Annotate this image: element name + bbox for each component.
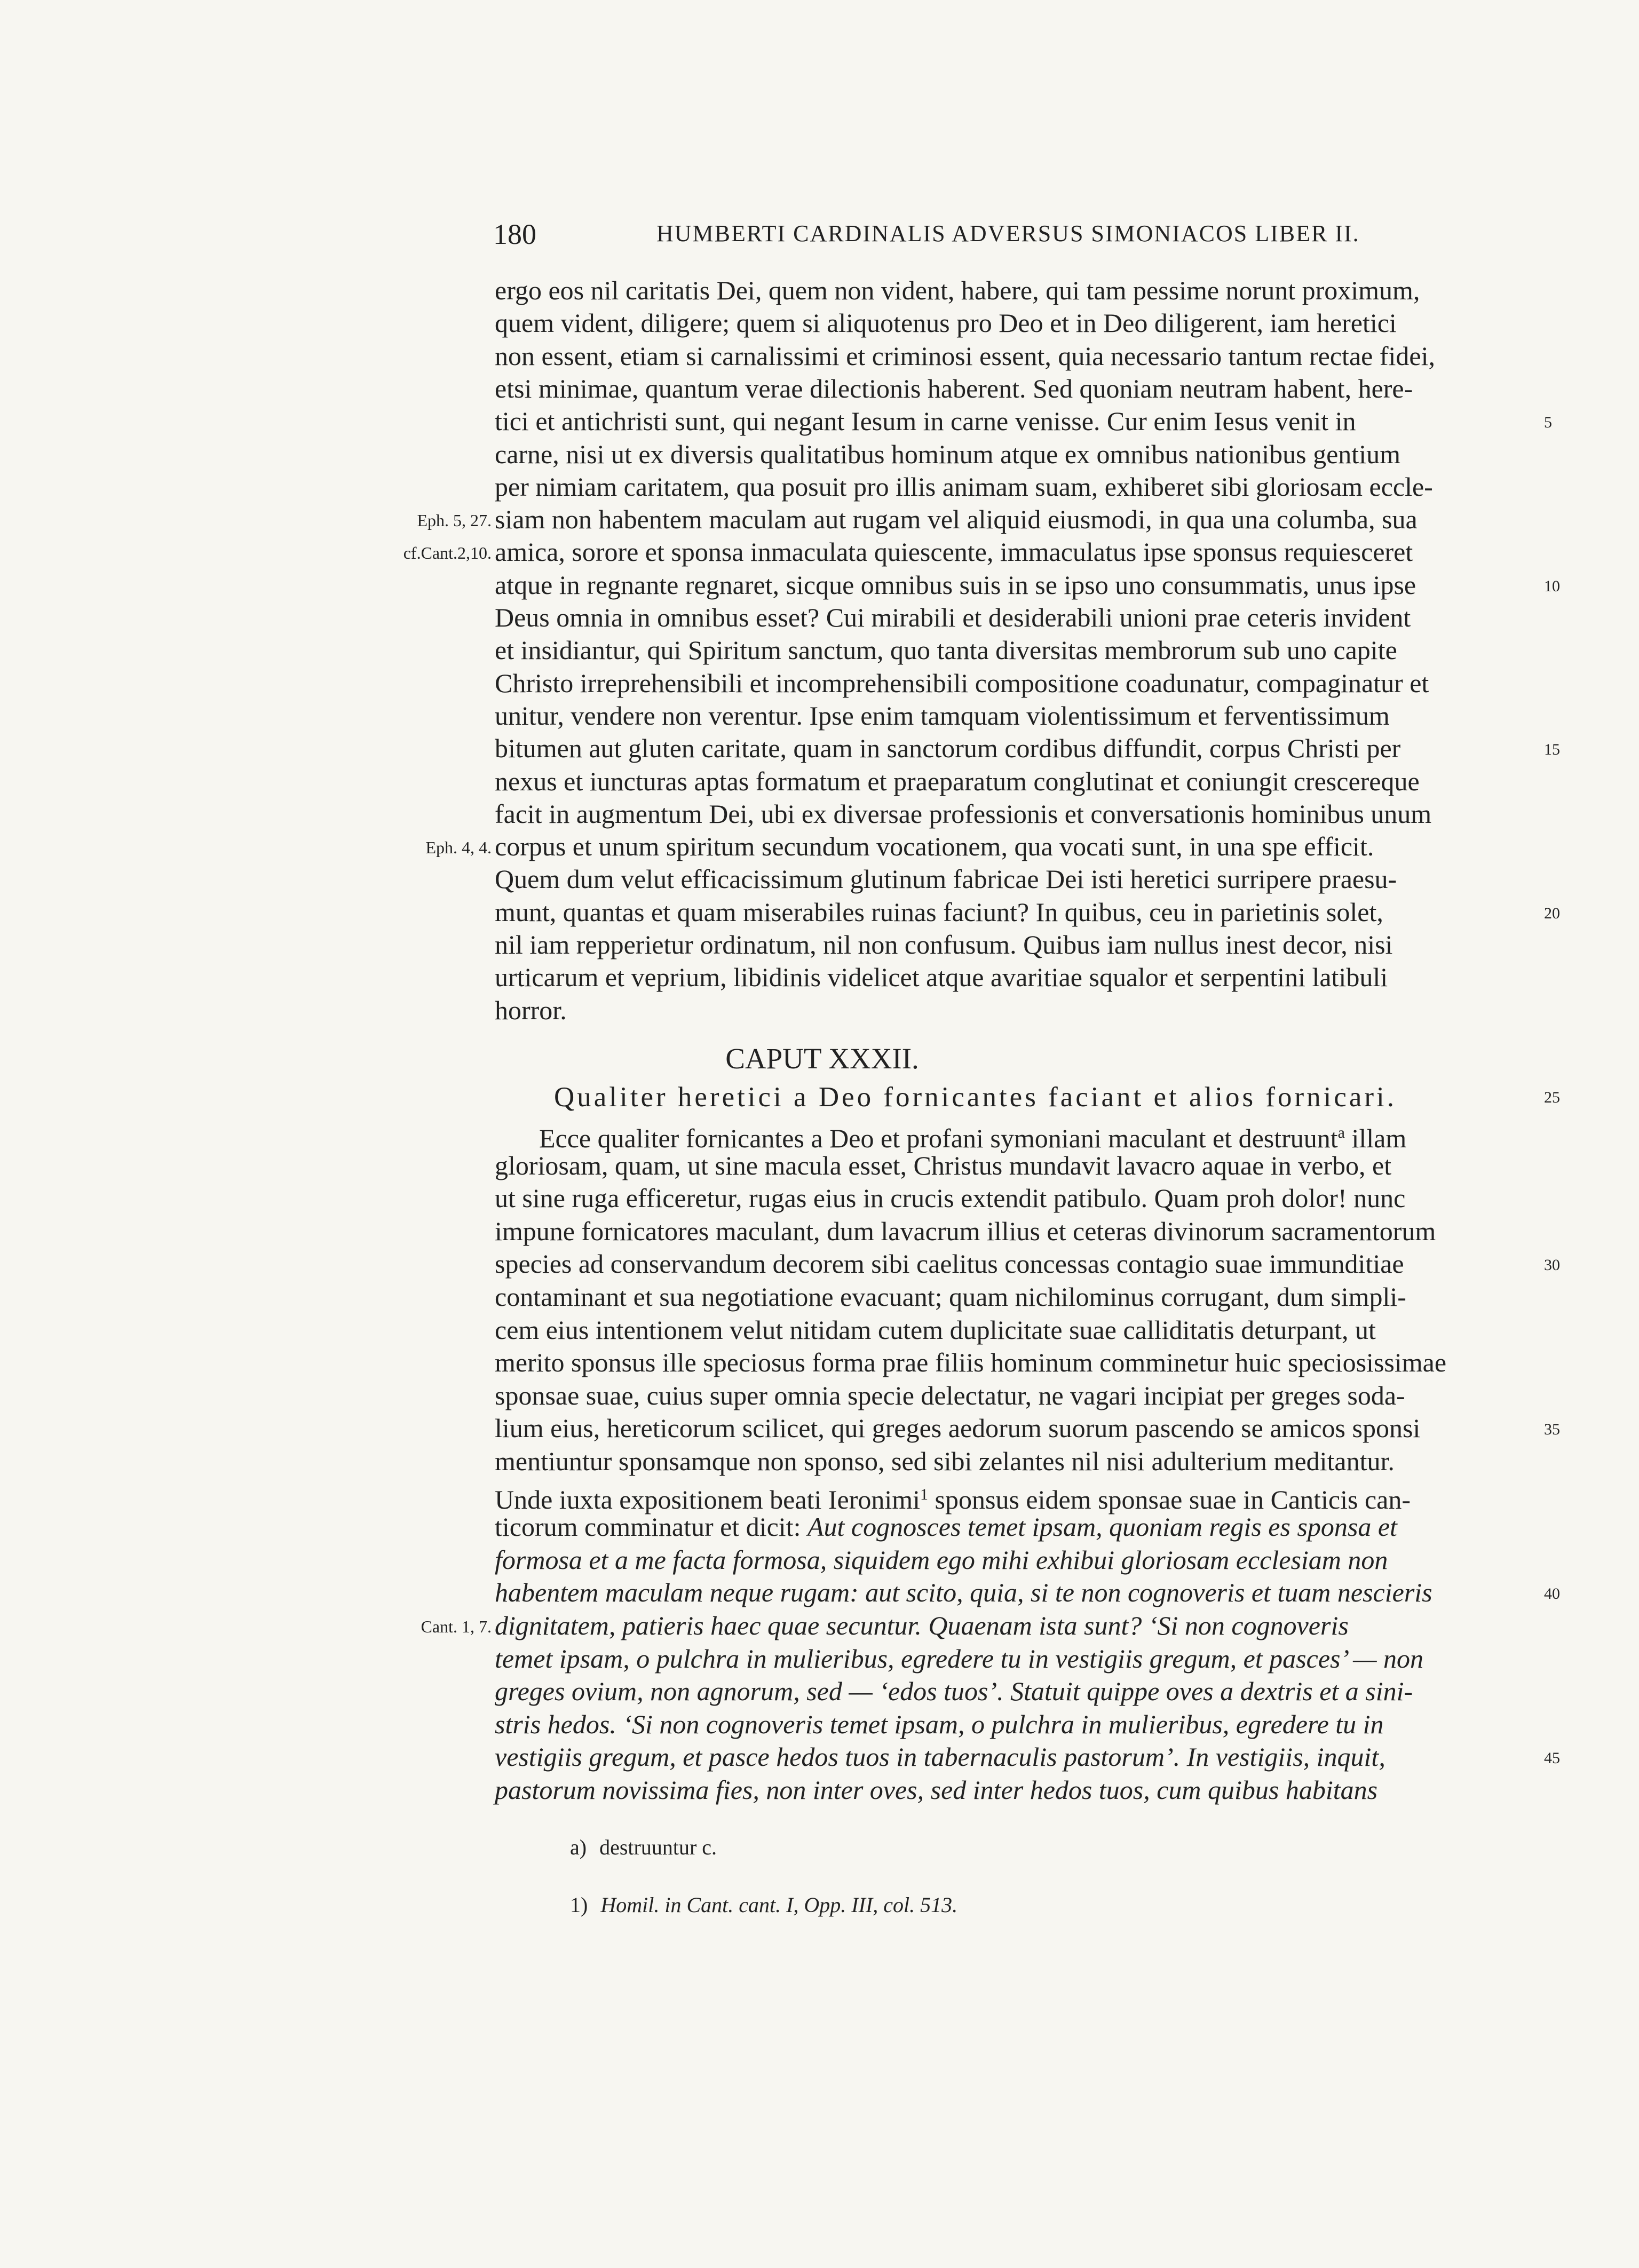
text-line bbox=[495, 1576, 1535, 1609]
line-text: merito sponsus ille speciosus forma prae filiis hominum comminetur huic speciosissimae bbox=[495, 1347, 1447, 1378]
footnote-text: Homil. in Cant. cant. I, Opp. III, col. 513. bbox=[600, 1893, 958, 1917]
text-line bbox=[495, 1511, 1535, 1543]
text-line bbox=[495, 1412, 1535, 1445]
line-text: bitumen aut gluten caritate, quam in sanctorum cordibus diffundit, corpus Christi per bbox=[495, 733, 1401, 764]
text-line bbox=[495, 307, 1535, 339]
text-line bbox=[495, 601, 1535, 634]
line-text: atque in regnante regnaret, sicque omnibus suis in se ipso uno consummatis, unus ipse bbox=[495, 569, 1416, 600]
text-line bbox=[495, 1675, 1535, 1708]
line-text: temet ipsam, o pulchra in mulieribus, egredere tu in vestigiis gregum, et pasces’ — non bbox=[495, 1643, 1424, 1674]
text-line bbox=[495, 1379, 1535, 1412]
critical-footnote bbox=[570, 1835, 717, 1860]
line-text: dignitatem, patieris haec quae secuntur. Quaenam ista sunt? ‘Si non cognoveris bbox=[495, 1611, 1349, 1640]
line-text: vestigiis gregum, et pasce hedos tuos in tabernaculis pastorum’. In vestigiis, inquit, bbox=[495, 1742, 1385, 1772]
text-line bbox=[495, 1314, 1535, 1346]
text-line bbox=[495, 1281, 1535, 1313]
footnote-ref: a bbox=[1337, 1124, 1345, 1141]
text-line bbox=[495, 1149, 1535, 1182]
line-text: unitur, vendere non verentur. Ipse enim tamquam violentissimum et ferventissimum bbox=[495, 700, 1390, 731]
text-line bbox=[495, 274, 1535, 307]
line-text-after: illam bbox=[1344, 1123, 1407, 1153]
line-text-after: sponsus eidem sponsae suae in Canticis can- bbox=[928, 1485, 1411, 1515]
text-line bbox=[495, 994, 1535, 1027]
line-text: species ad conservandum decorem sibi caelitus concessas contagio suae immunditiae bbox=[495, 1249, 1404, 1279]
text-line bbox=[495, 667, 1535, 700]
line-text: mentiuntur sponsamque non sponso, sed sibi zelantes nil nisi adulterium meditantur. bbox=[495, 1446, 1395, 1476]
text-line bbox=[495, 1609, 1535, 1642]
text-line bbox=[495, 1478, 1535, 1515]
text-line bbox=[495, 1215, 1535, 1248]
text-line bbox=[495, 1248, 1535, 1280]
line-text: lium eius, hereticorum scilicet, qui greges aedorum suorum pascendo se amicos sponsi bbox=[495, 1413, 1421, 1444]
line-text: facit in augmentum Dei, ubi ex diversae professionis et conversationis hominibus unum bbox=[495, 798, 1432, 829]
line-text: ergo eos nil caritatis Dei, quem non vident, habere, qui tam pessime norunt proximum, bbox=[495, 275, 1420, 305]
text-line bbox=[495, 700, 1535, 732]
text-line bbox=[495, 1774, 1535, 1806]
line-text: siam non habentem maculam aut rugam vel aliquid eiusmodi, in qua una columba, sua bbox=[495, 504, 1418, 535]
page-number: 180 bbox=[493, 218, 536, 250]
margin-reference: Eph. 4, 4. bbox=[425, 838, 492, 858]
text-line bbox=[495, 536, 1535, 568]
text-line bbox=[495, 405, 1535, 438]
line-text: et insidiantur, qui Spiritum sanctum, quo tanta diversitas membrorum sub uno capite bbox=[495, 635, 1397, 665]
line-text: horror. bbox=[495, 995, 567, 1025]
text-line bbox=[495, 1544, 1535, 1576]
line-text: ut sine ruga efficeretur, rugas eius in crucis extendit patibulo. Quam proh dolor! nunc bbox=[495, 1183, 1406, 1214]
text-line bbox=[495, 732, 1535, 765]
text-line bbox=[495, 1445, 1535, 1478]
line-text: nil iam repperietur ordinatum, nil non confusum. Quibus iam nullus inest decor, nisi bbox=[495, 930, 1393, 959]
line-text: Aut cognosces temet ipsam, quoniam regis es sponsa et bbox=[807, 1512, 1397, 1542]
line-text: stris hedos. ‘Si non cognoveris temet ipsam, o pulchra in mulieribus, egredere tu in bbox=[495, 1709, 1384, 1739]
line-text: per nimiam caritatem, qua posuit pro illis animam suam, exhiberet sibi gloriosam eccle- bbox=[495, 471, 1433, 502]
text-line bbox=[495, 1741, 1535, 1773]
line-text: Deus omnia in omnibus esset? Cui mirabili et desiderabili unioni prae ceteris invident bbox=[495, 602, 1411, 632]
text-line bbox=[495, 1643, 1535, 1675]
line-text-roman: ticorum comminatur et dicit: bbox=[495, 1512, 807, 1542]
line-text: urticarum et veprium, libidinis videlicet atque avaritiae squalor et serpentini latibuli bbox=[495, 962, 1388, 993]
text-line bbox=[495, 929, 1535, 961]
footnote-ref: 1 bbox=[920, 1485, 929, 1503]
text-line bbox=[495, 830, 1535, 863]
text-line bbox=[495, 863, 1535, 895]
text-line bbox=[539, 1116, 1535, 1153]
line-text: Unde iuxta expositionem beati Ieronimi bbox=[495, 1485, 921, 1515]
line-number: 10 bbox=[1544, 577, 1560, 595]
text-line bbox=[495, 471, 1535, 503]
line-text: habentem maculam neque rugam: aut scito, quia, si te non cognoveris et tuam nescieris bbox=[495, 1577, 1432, 1608]
line-text: corpus et unum spiritum secundum vocationem, qua vocati sunt, in una spe efficit. bbox=[495, 831, 1374, 862]
line-text: non essent, etiam si carnalissimi et criminosi essent, quia necessario tantum rectae fidei, bbox=[495, 340, 1435, 371]
text-line bbox=[495, 372, 1535, 405]
running-title: HUMBERTI CARDINALIS ADVERSUS SIMONIACOS LIBER II. bbox=[656, 220, 1360, 247]
line-text: formosa et a me facta formosa, siquidem ego mihi exhibui gloriosam ecclesiam non bbox=[495, 1544, 1388, 1575]
line-text: quem vident, diligere; quem si aliquotenus pro Deo et in Deo diligerent, iam heretici bbox=[495, 308, 1397, 338]
line-number: 40 bbox=[1544, 1585, 1560, 1603]
line-text: etsi minimae, quantum verae dilectionis haberent. Sed quoniam neutram habent, here- bbox=[495, 373, 1413, 403]
margin-reference: Eph. 5, 27. bbox=[417, 511, 492, 530]
line-text: Quem dum velut efficacissimum glutinum fabricae Dei isti heretici surripere praesu- bbox=[495, 864, 1397, 894]
line-text: gloriosam, quam, ut sine macula esset, Christus mundavit lavacro aquae in verbo, et bbox=[495, 1150, 1392, 1180]
margin-reference: cf.Cant.2,10. bbox=[403, 543, 492, 563]
line-text: impune fornicatores maculant, dum lavacrum illius et ceteras divinorum sacramentorum bbox=[495, 1216, 1436, 1246]
text-line bbox=[495, 438, 1535, 471]
footnote-text: destruuntur c. bbox=[599, 1835, 717, 1859]
line-number: 45 bbox=[1544, 1749, 1560, 1767]
line-text: cem eius intentionem velut nitidam cutem duplicitate suae calliditatis deturpant, ut bbox=[495, 1314, 1376, 1345]
line-text: Christo irreprehensibili et incomprehensibili compositione coadunatur, compaginatur et bbox=[495, 668, 1429, 698]
text-line bbox=[495, 798, 1535, 830]
chapter-subtitle: Qualiter heretici a Deo fornicantes faciant et alios fornicari. bbox=[554, 1082, 1397, 1113]
line-text: sponsae suae, cuius super omnia specie delectatur, ne vagari incipiat per greges soda- bbox=[495, 1380, 1405, 1410]
line-text: amica, sorore et sponsa inmaculata quiescente, immaculatus ipse sponsus requiesceret bbox=[495, 537, 1413, 567]
text-line bbox=[495, 634, 1535, 667]
running-header bbox=[0, 218, 1639, 255]
line-text: greges ovium, non agnorum, sed — ‘edos tuos’. Statuit quippe oves a dextris et a sini- bbox=[495, 1676, 1413, 1707]
text-line bbox=[495, 961, 1535, 994]
line-number: 20 bbox=[1544, 904, 1560, 922]
line-text: contaminant et sua negotiatione evacuant; quam nichilominus corrugant, dum simpli- bbox=[495, 1282, 1406, 1312]
margin-reference: Cant. 1, 7. bbox=[421, 1617, 492, 1636]
text-line bbox=[495, 1182, 1535, 1215]
text-line bbox=[495, 765, 1535, 798]
text-line bbox=[495, 503, 1535, 536]
chapter-title: CAPUT XXXII. bbox=[725, 1042, 919, 1075]
line-number: 30 bbox=[1544, 1256, 1560, 1274]
text-line bbox=[495, 1708, 1535, 1741]
text-line bbox=[495, 569, 1535, 601]
text-line bbox=[495, 1346, 1535, 1379]
line-text: nexus et iuncturas aptas formatum et praeparatum conglutinat et coniungit crescereque bbox=[495, 766, 1420, 796]
footnote-mark: a) bbox=[570, 1835, 587, 1859]
footnote-mark: 1) bbox=[570, 1893, 588, 1917]
line-number: 25 bbox=[1544, 1089, 1560, 1106]
source-footnote bbox=[570, 1892, 957, 1917]
text-line bbox=[495, 340, 1535, 372]
line-number: 35 bbox=[1544, 1421, 1560, 1439]
line-text: tici et antichristi sunt, qui negant Iesum in carne venisse. Cur enim Iesus venit in bbox=[495, 406, 1356, 437]
text-line bbox=[495, 896, 1535, 929]
line-text: munt, quantas et quam miserabiles ruinas faciunt? In quibus, ceu in parietinis solet, bbox=[495, 897, 1383, 927]
line-text: pastorum novissima fies, non inter oves, sed inter hedos tuos, cum quibus habitans bbox=[495, 1775, 1378, 1805]
line-text: carne, nisi ut ex diversis qualitatibus hominum atque ex omnibus nationibus gentium bbox=[495, 439, 1400, 469]
line-number: 15 bbox=[1544, 741, 1560, 759]
line-text: Ecce qualiter fornicantes a Deo et profani symoniani maculant et destruunt bbox=[539, 1123, 1338, 1153]
line-number: 5 bbox=[1544, 414, 1552, 432]
